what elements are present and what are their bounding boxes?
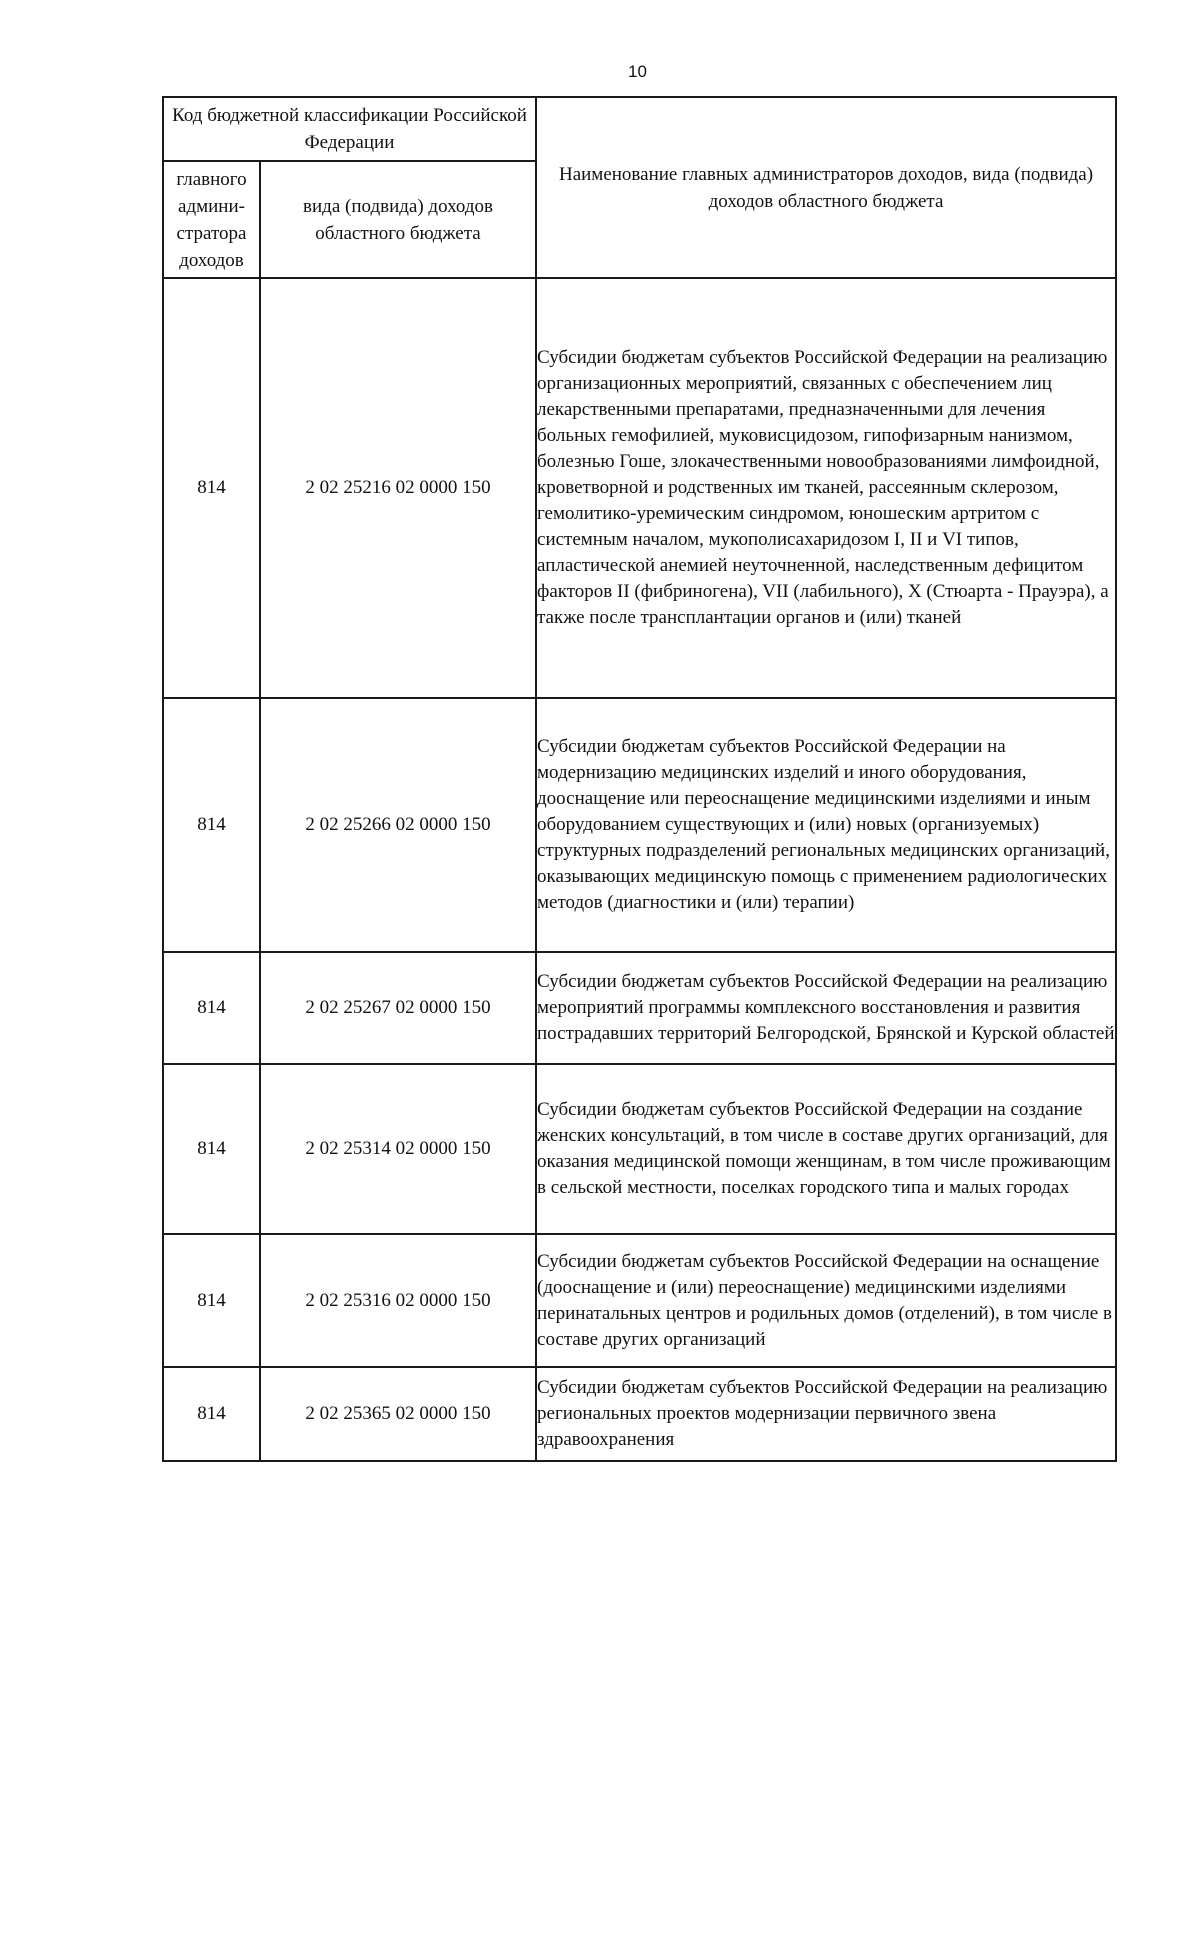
revenue-name-cell: Субсидии бюджетам субъектов Российской Федерации на оснащение (дооснащение и (или) переоснащение) медицинскими изделиями перинатальных центров и родильных домов (отделений), в том числе в составе других организаций: [536, 1234, 1116, 1367]
revenue-code-cell: 2 02 25316 02 0000 150: [260, 1234, 536, 1367]
admin-code-cell: 814: [163, 278, 260, 698]
revenue-code-cell: 2 02 25267 02 0000 150: [260, 952, 536, 1064]
header-code-column: вида (подвида) доходов областного бюджета: [260, 161, 536, 278]
table-body: [163, 278, 1116, 1461]
table-row: [163, 1234, 1116, 1367]
budget-classification-table: [162, 96, 1117, 1462]
admin-code-cell: 814: [163, 698, 260, 952]
revenue-name-cell: Субсидии бюджетам субъектов Российской Федерации на реализацию мероприятий программы комплексного восстановления и развития пострадавших территорий Белгородской, Брянской и Курской областей: [536, 952, 1116, 1064]
revenue-name-cell: Субсидии бюджетам субъектов Российской Федерации на модернизацию медицинских изделий и иного оборудования, дооснащение или переоснащение медицинскими изделиями и иным оборудованием существующих и (или) новых (организуемых) структурных подразделений региональных медицинских организаций, оказывающих медицинскую помощь с применением радиологических методов (диагностики и (или) терапии): [536, 698, 1116, 952]
admin-code-cell: 814: [163, 1064, 260, 1234]
table-header: [163, 97, 1116, 278]
header-budget-code-group: Код бюджетной классификации Российской Федерации: [163, 97, 536, 161]
header-admin-column: главного админи-стратора доходов: [163, 161, 260, 278]
table-row: [163, 952, 1116, 1064]
table-row: [163, 698, 1116, 952]
revenue-name-cell: Субсидии бюджетам субъектов Российской Федерации на реализацию региональных проектов модернизации первичного звена здравоохранения: [536, 1367, 1116, 1461]
admin-code-cell: 814: [163, 952, 260, 1064]
table-row: [163, 1367, 1116, 1461]
table-row: [163, 278, 1116, 698]
admin-code-cell: 814: [163, 1234, 260, 1367]
revenue-name-cell: Субсидии бюджетам субъектов Российской Федерации на создание женских консультаций, в том числе в составе других организаций, для оказания медицинской помощи женщинам, в том числе проживающим в сельской местности, поселках городского типа и малых городах: [536, 1064, 1116, 1234]
header-name-column: Наименование главных администраторов доходов, вида (подвида) доходов областного бюджета: [536, 97, 1116, 278]
table-row: [163, 1064, 1116, 1234]
revenue-code-cell: 2 02 25216 02 0000 150: [260, 278, 536, 698]
revenue-name-cell: Субсидии бюджетам субъектов Российской Федерации на реализацию организационных мероприятий, связанных с обеспечением лиц лекарственными препаратами, предназначенными для лечения больных гемофилией, муковисцидозом, гипофизарным нанизмом, болезнью Гоше, злокачественными новообразованиями лимфоидной, кроветворной и родственных им тканей, рассеянным склерозом, гемолитико-уремическим синдромом, юношеским артритом с системным началом, мукополисахаридозом I, II и VI типов, апластической анемией неуточненной, наследственным дефицитом факторов II (фибриногена), VII (лабильного), X (Стюарта - Прауэра), а также после трансплантации органов и (или) тканей: [536, 278, 1116, 698]
revenue-code-cell: 2 02 25365 02 0000 150: [260, 1367, 536, 1461]
revenue-code-cell: 2 02 25266 02 0000 150: [260, 698, 536, 952]
page-number: 10: [628, 62, 647, 81]
revenue-code-cell: 2 02 25314 02 0000 150: [260, 1064, 536, 1234]
admin-code-cell: 814: [163, 1367, 260, 1461]
